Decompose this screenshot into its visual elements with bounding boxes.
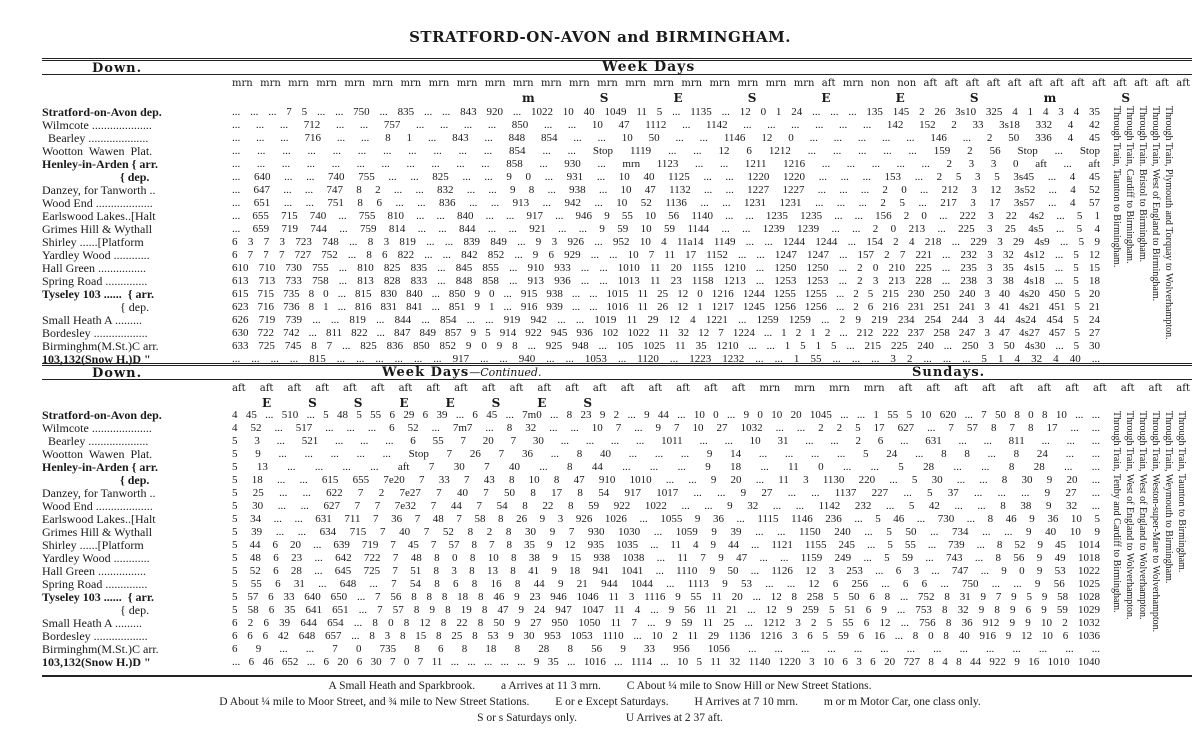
train-times: ... ... ... 716 ... ... 8 1 ... 843 ... 848 854 ... ... 10 50 ... ... 1146 12 0 ... ... ... ... ... 146 ... 2 50 336 4 45: [232, 132, 1100, 144]
train-times: 5 44 6 20 ... 639 719 7 45 7 57 8 7 8 35 9 12 935 1035 ... 11 4 9 44 ... 1121 1155 245 ... 5 55 ... 739 ... 8 52 9 45 1014: [232, 539, 1100, 551]
station-name: Henley-in-Arden { arr.: [42, 461, 158, 474]
station-name: Earlswood Lakes..[Halt: [42, 513, 156, 526]
train-times: ... 640 ... ... 740 755 ... ... 825 ... ... 9 0 ... 931 ... 10 40 1125 ... ... 1220 1220 ... ... ... 153 ... 2 5 3 5 3s45 ... 4 45: [232, 171, 1100, 183]
train-times: 5 58 6 35 641 651 ... 7 57 8 9 8 19 8 47 9 24 947 1047 11 4 ... 9 56 11 21 ... 12 9 259 5 51 6 9 ... 753 8 32 9 8 9 6 9 59 1029: [232, 604, 1100, 616]
table-row: [42, 171, 1104, 184]
footnote: H Arrives at 7 10 mrn.: [694, 696, 798, 708]
divider: [42, 675, 1192, 677]
station-name: Wootton Wawen Plat.: [42, 448, 153, 461]
table-row: [42, 578, 1104, 591]
timetable-weekdays: [42, 58, 1192, 366]
train-times: 6 3 7 3 723 748 ... 8 3 819 ... ... 839 849 ... 9 3 926 ... 952 10 4 11a14 1149 ... ... 1244 1244 ... 154 2 4 218 ... 229 3 29 4s9 ... 5 9: [232, 236, 1100, 248]
column-marks: m S E S E E S m S: [522, 91, 1130, 105]
table-row: [42, 461, 1104, 474]
column-marks: E S S E E S E S: [262, 396, 592, 410]
footnotes-line-1: [0, 680, 1200, 692]
station-name: Small Heath A .........: [42, 314, 142, 327]
station-name: Bordesley ..................: [42, 327, 148, 340]
table-row: [42, 288, 1104, 301]
station-name: Spring Road ..............: [42, 275, 148, 288]
station-name: Hall Green ................: [42, 262, 146, 275]
station-name: Grimes Hill & Wythall: [42, 526, 153, 539]
station-name: Danzey, for Tanworth ..: [42, 184, 156, 197]
train-times: 610 710 730 755 ... 810 825 835 ... 845 855 ... 910 933 ... ... 1010 11 20 1155 1210 ... 1250 1250 ... 2 0 210 225 ... 235 3 35 4s15 ... 5 15: [232, 262, 1100, 274]
station-name: 103,132(Snow H.)D ": [42, 353, 151, 366]
station-name: Birminghm(M.St.)C arr.: [42, 643, 159, 656]
train-note: Through Train, Plymouth and Torquay to Wolverhampton.: [1163, 106, 1174, 340]
station-name: Bearley ....................: [42, 132, 149, 145]
footnote: C About ¼ mile to Snow Hill or New Street Stations.: [626, 680, 872, 692]
train-times: 6 9 ... ... 7 0 735 8 6 8 18 8 28 8 56 9 33 956 1056 ... ... ... ... ... ... ... ... ... ... ... ... ... ...: [232, 643, 1100, 655]
direction-label: Down.: [92, 61, 143, 76]
train-notes: [1110, 106, 1174, 340]
table-row: [42, 539, 1104, 552]
train-times: 623 716 736 8 1 ... 816 831 841 ... 851 9 1 ... 916 939 ... ... 1016 11 26 12 1 1217 1245 1256 1256 ... 2 6 216 231 251 241 3 41 4s21 451 5 21: [232, 301, 1100, 313]
table-row: [42, 106, 1104, 119]
table-row: [42, 210, 1104, 223]
train-notes: [1110, 411, 1187, 632]
train-note: Through Train, Tenby and Cardiff to Birmingham.: [1111, 411, 1122, 613]
footnote: A Small Heath and Sparkbrook.: [328, 680, 476, 692]
station-name: Wood End ...................: [42, 197, 153, 210]
section-label: Week Days: [602, 59, 696, 75]
station-name: { dep.: [42, 171, 150, 184]
divider: [42, 74, 1192, 75]
station-name: Shirley ......[Platform: [42, 236, 144, 249]
table-row: [42, 158, 1104, 171]
train-times: 5 30 ... ... 627 7 7 7e32 7 44 7 54 8 22 8 59 922 1022 ... ... 9 32 ... ... 1142 232 ... 5 42 ... ... 8 38 9 32 ...: [232, 500, 1100, 512]
train-times: 5 9 ... ... ... ... ... Stop 7 26 7 36 ... 8 40 ... ... ... 9 14 ... ... ... ... 5 24 ... 8 8 ... 8 24 ... ...: [232, 448, 1100, 460]
station-name: Wilmcote ....................: [42, 119, 152, 132]
station-name: 103,132(Snow H.)D ": [42, 656, 151, 669]
table-row: [42, 301, 1104, 314]
train-times: ... ... ... ... ... ... ... ... ... ... ... 854 ... ... Stop 1119 ... ... 12 6 1212 ... ... ... ... ... 159 2 56 Stop ... Stop: [232, 145, 1100, 157]
table-row: [42, 236, 1104, 249]
station-name: Tyseley 103 ...... { arr.: [42, 288, 155, 301]
train-times: 6 6 6 42 648 657 ... 8 3 8 15 8 25 8 53 9 30 953 1053 1110 ... 10 2 11 29 1136 1216 3 6 5 59 6 16 ... 8 0 8 40 916 9 12 10 6 1036: [232, 630, 1100, 642]
column-headers: mrn mrn mrn mrn mrn mrn mrn mrn mrn mrn mrn mrn mrn mrn mrn mrn mrn mrn mrn mrn mrn aft mrn non non aft aft aft aft aft aft aft aft aft aft aft aft aft: [232, 78, 1190, 89]
station-name: Yardley Wood ............: [42, 249, 150, 262]
table-row: [42, 565, 1104, 578]
footnote: m or m Motor Car, one class only.: [823, 696, 981, 708]
table-row: [42, 314, 1104, 327]
train-times: 613 713 733 758 ... 813 828 833 ... 848 858 ... 913 936 ... ... 1013 11 23 1158 1213 ... 1253 1253 ... 2 3 213 228 ... 238 3 38 4s18 ... 5 18: [232, 275, 1100, 287]
station-name: Grimes Hill & Wythall: [42, 223, 153, 236]
table-row: [42, 249, 1104, 262]
table-row: [42, 630, 1104, 643]
timetable-rows: [42, 106, 1104, 366]
table-row: [42, 474, 1104, 487]
divider: [42, 363, 1192, 366]
station-name: Stratford-on-Avon dep.: [42, 106, 162, 119]
train-times: ... 6 46 652 ... 6 20 6 30 7 0 7 11 ... ... ... ... ... 9 35 ... 1016 ... 1114 ... 10 5 11 32 1140 1220 3 10 6 3 6 20 727 8 4 8 44 922 9 16 1010 1040: [232, 656, 1100, 668]
station-name: { dep.: [42, 604, 150, 617]
train-times: ... ... ... 712 ... ... 757 ... ... ... ... 850 ... ... 10 47 1112 ... 1142 ... ... ... ... ... ... 142 152 2 33 3s18 332 4 42: [232, 119, 1100, 131]
train-note: Through Train, Taunton to Birmingham.: [1111, 106, 1122, 268]
table-row: [42, 197, 1104, 210]
station-name: Wootton Wawen Plat.: [42, 145, 153, 158]
footnotes-line-3: [0, 712, 1200, 724]
table-row: [42, 513, 1104, 526]
table-row: [42, 552, 1104, 565]
section-label: [382, 365, 541, 380]
train-note: Through Train, West of England to Wolverhampton.: [1124, 411, 1135, 620]
table-row: [42, 435, 1104, 448]
train-note: Through Train, West of England to Wolverhampton.: [1137, 411, 1148, 620]
table-row: [42, 500, 1104, 513]
station-name: Wilmcote ....................: [42, 422, 152, 435]
train-times: 5 57 6 33 640 650 ... 7 56 8 8 8 18 8 46 9 23 946 1046 11 3 1116 9 55 11 20 ... 12 8 258 5 50 6 8 ... 752 8 31 9 7 9 5 9 58 1028: [232, 591, 1100, 603]
table-row: [42, 132, 1104, 145]
station-name: Earlswood Lakes..[Halt: [42, 210, 156, 223]
train-times: 5 18 ... ... 615 655 7e20 7 33 7 43 8 10 8 47 910 1010 ... ... 9 20 ... 11 3 1130 220 ... 5 30 ... ... 8 30 9 20 ...: [232, 474, 1100, 486]
section-title: Week Days: [382, 365, 470, 380]
table-row: [42, 409, 1104, 422]
station-name: Spring Road ..............: [42, 578, 148, 591]
train-times: 5 39 ... ... 634 715 7 40 7 52 8 2 8 30 9 7 930 1030 ... 1059 9 39 ... ... 1150 240 ... 5 50 ... 734 ... ... 9 40 10 9: [232, 526, 1100, 538]
station-name: Stratford-on-Avon dep.: [42, 409, 162, 422]
table-row: [42, 262, 1104, 275]
train-times: ... 659 719 744 ... 759 814 ... ... 844 ... ... 921 ... ... 9 59 10 59 1144 ... ... 1239 1239 ... ... 2 0 213 ... 225 3 25 4s5 ... 5 4: [232, 223, 1100, 235]
train-times: 626 719 739 ... ... 819 ... 844 ... 854 ... ... 919 942 ... ... 1019 11 29 12 4 1221 ... 1259 1259 ... 2 9 219 234 254 244 3 44 4s24 454 5 24: [232, 314, 1100, 326]
station-name: Hall Green ................: [42, 565, 146, 578]
train-note: Through Train, West of England to Birmingham.: [1150, 106, 1161, 302]
train-times: 4 52 ... 517 ... ... ... 6 52 ... 7m7 ... 8 32 ... ... 10 7 ... 9 7 10 27 1032 ... ... 2 2 5 17 627 ... 7 57 8 7 8 17 ... ...: [232, 422, 1100, 434]
timetable-continued: [42, 363, 1192, 669]
train-times: 630 722 742 ... 811 822 ... 847 849 857 9 5 914 922 945 936 102 1022 11 32 12 7 1224 ... 1 2 1 2 ... 212 222 237 258 247 3 47 4s27 457 5 27: [232, 327, 1100, 339]
table-row: [42, 340, 1104, 353]
train-note: Through Train, Taunton to Birmingham.: [1176, 411, 1187, 573]
train-note: Through Train. Bristol to Birmingham.: [1137, 106, 1148, 263]
station-name: Wood End ...................: [42, 500, 153, 513]
train-times: 4 45 ... 510 ... 5 48 5 55 6 29 6 39 ... 6 45 ... 7m0 ... 8 23 9 2 ... 9 44 ... 10 0 ... 9 0 10 20 1045 ... ... 1 55 5 10 620 ... 7 50 8 0 8 10 ... ...: [232, 409, 1100, 421]
sundays-label: Sundays.: [912, 365, 986, 380]
train-times: ... ... ... ... ... ... ... ... ... ... ... 858 ... 930 ... mrn 1123 ... ... 1211 1216 ... ... ... ... ... 2 3 3 0 aft ... aft: [232, 158, 1100, 170]
table-row: [42, 275, 1104, 288]
table-row: [42, 617, 1104, 630]
direction-label: Down.: [92, 366, 143, 381]
train-times: 5 48 6 23 ... 642 722 7 48 8 0 8 10 8 38 9 15 938 1038 ... 11 7 9 47 ... ... 1159 249 ... 5 59 ... 743 ... 8 56 9 49 1018: [232, 552, 1100, 564]
table-row: [42, 119, 1104, 132]
station-name: Danzey, for Tanworth ..: [42, 487, 156, 500]
timetable-rows: [42, 409, 1104, 669]
table-row: [42, 643, 1104, 656]
table-row: [42, 327, 1104, 340]
station-name: Birminghm(M.St.)C arr.: [42, 340, 159, 353]
section-suffix: —Continued.: [469, 366, 542, 379]
table-row: [42, 422, 1104, 435]
column-headers: aft aft aft aft aft aft aft aft aft aft aft aft aft aft aft aft aft aft aft mrn mrn mrn mrn aft aft aft aft aft aft aft aft aft aft aft: [232, 383, 1190, 394]
train-note: Through Train, Weston-super-Mare to Wolverhampton.: [1150, 411, 1161, 633]
train-times: 6 7 7 7 727 752 ... 8 6 822 ... ... 842 852 ... 9 6 929 ... ... 10 7 11 17 1152 ... ... 1247 1247 ... 157 2 7 221 ... 232 3 32 4s12 ... 5 12: [232, 249, 1100, 261]
train-note: Through Train, Cardiff to Birmingham.: [1124, 106, 1135, 264]
train-times: ... 651 ... ... 751 8 6 ... ... 836 ... ... 913 ... 942 ... 10 52 1136 ... ... 1231 1231 ... ... ... 2 5 ... 217 3 17 3s57 ... 4 57: [232, 197, 1100, 209]
station-name: { dep.: [42, 301, 150, 314]
train-times: 5 34 ... ... 631 711 7 36 7 48 7 58 8 26 9 3 926 1026 ... 1055 9 36 ... 1115 1146 236 ... 5 46 ... 730 ... 8 46 9 36 10 5: [232, 513, 1100, 525]
footnote: D About ¼ mile to Moor Street, and ¾ mile to New Street Stations.: [219, 696, 530, 708]
train-times: 5 52 6 28 ... 645 725 7 51 8 3 8 13 8 41 9 18 941 1041 ... 1110 9 50 ... 1126 12 3 253 ... 6 3 ... 747 ... 9 0 9 53 1022: [232, 565, 1100, 577]
train-times: 615 715 735 8 0 ... 815 830 840 ... 850 9 0 ... 915 938 ... ... 1015 11 25 12 0 1216 1244 1255 1255 ... 2 5 215 230 250 240 3 40 4s20 450 5 20: [232, 288, 1100, 300]
table-row: [42, 145, 1104, 158]
train-times: ... 647 ... ... 747 8 2 ... ... 832 ... ... 9 8 ... 938 ... 10 47 1132 ... ... 1227 1227 ... ... ... 2 0 ... 212 3 12 3s52 ... 4 52: [232, 184, 1100, 196]
train-times: 6 2 6 39 644 654 ... 8 0 8 12 8 22 8 50 9 27 950 1050 11 7 ... 9 59 11 25 ... 1212 3 2 5 55 6 12 ... 756 8 36 912 9 9 10 2 1032: [232, 617, 1100, 629]
footnote: E or e Except Saturdays.: [555, 696, 669, 708]
station-name: Shirley ......[Platform: [42, 539, 144, 552]
footnote: a Arrives at 11 3 mrn.: [501, 680, 601, 692]
table-row: [42, 448, 1104, 461]
table-row: [42, 184, 1104, 197]
table-row: [42, 487, 1104, 500]
footnote: S or s Saturdays only.: [477, 712, 577, 724]
table-row: [42, 526, 1104, 539]
station-name: Bearley ....................: [42, 435, 149, 448]
station-name: Tyseley 103 ...... { arr.: [42, 591, 155, 604]
station-name: Yardley Wood ............: [42, 552, 150, 565]
table-row: [42, 223, 1104, 236]
table-row: [42, 656, 1104, 669]
train-times: 5 25 ... ... 622 7 2 7e27 7 40 7 50 8 17 8 54 917 1017 ... ... 9 27 ... ... 1137 227 ... 5 37 ... ... ... 9 27 ...: [232, 487, 1100, 499]
footnotes-line-2: [0, 696, 1200, 708]
train-times: 5 13 ... ... ... ... aft 7 30 7 40 ... 8 44 ... ... ... 9 18 ... 11 0 ... ... 5 28 ... ... 8 28 ... ...: [232, 461, 1100, 473]
train-times: ... 655 715 740 ... 755 810 ... ... 840 ... ... 917 ... 946 9 55 10 56 1140 ... ... 1235 1235 ... ... 156 2 0 ... 222 3 22 4s2 ... 5 1: [232, 210, 1100, 222]
train-times: ... ... ... 7 5 ... ... 750 ... 835 ... ... 843 920 ... 1022 10 40 1049 11 5 ... 1135 ... 12 0 1 24 ... ... ... 135 145 2 26 3s10 325 4 1 4 3 4 35: [232, 106, 1100, 118]
train-times: 5 55 6 31 ... 648 ... 7 54 8 6 8 16 8 44 9 21 944 1044 ... 1113 9 53 ... ... 12 6 256 ... 6 6 ... 750 ... ... 9 56 1025: [232, 578, 1100, 590]
station-name: Small Heath A .........: [42, 617, 142, 630]
table-row: [42, 604, 1104, 617]
train-note: Through Train, Weymouth to Birmingham.: [1163, 411, 1174, 584]
station-name: Henley-in-Arden { arr.: [42, 158, 158, 171]
page-title: STRATFORD-ON-AVON and BIRMINGHAM.: [409, 28, 791, 46]
train-times: 5 3 ... 521 ... ... ... 6 55 7 20 7 30 ... ... ... ... 1011 ... ... 10 31 ... ... 2 6 ... 631 ... ... 811 ... ... ...: [232, 435, 1100, 447]
station-name: Bordesley ..................: [42, 630, 148, 643]
footnote: U Arrives at 2 37 aft.: [625, 712, 723, 724]
table-row: [42, 591, 1104, 604]
station-name: { dep.: [42, 474, 150, 487]
train-times: ... ... ... ... 815 ... ... ... ... ... ... 917 ... ... 940 ... ... 1053 ... 1120 ... 1223 1232 ... ... 1 55 ... ... ... 3 2 ... ... ... 5 1 4 32 4 40 ...: [232, 353, 1100, 365]
divider: [42, 379, 1192, 380]
train-times: 633 725 745 8 7 ... 825 836 850 852 9 0 9 8 ... 925 948 ... 105 1025 11 35 1210 ... ... 1 5 1 5 ... 215 225 240 ... 250 3 50 4s30 ... 5 30: [232, 340, 1100, 352]
